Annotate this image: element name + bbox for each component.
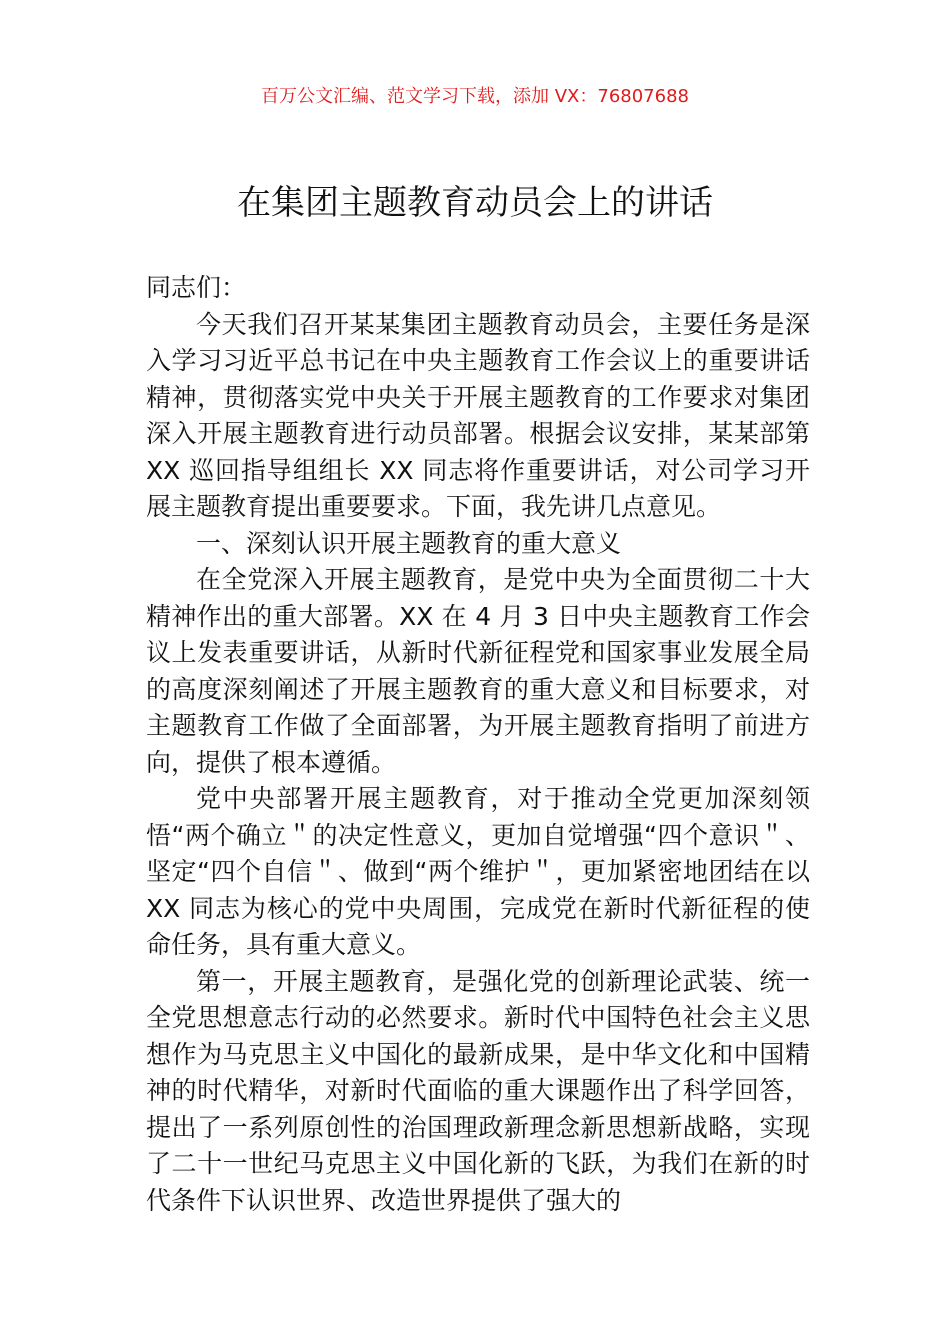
section-heading: 一、深刻认识开展主题教育的重大意义 bbox=[196, 528, 622, 558]
page-title: 在集团主题教育动员会上的讲话 bbox=[237, 183, 713, 223]
paragraph: 党中央部署开展主题教育，对于推动全党更加深刻领悟“两个确立＂的决定性意义，更加自觉增强“四个意识＂、坚定“四个自信＂、做到“两个维护＂，更加紧密地团结在以 XX 同志为核心的党中央周围，完成党在新时代新征程的使命任务，具有重大意义。 bbox=[146, 784, 810, 959]
paragraph: 第一，开展主题教育，是强化党的创新理论武装、统一全党思想意志行动的必然要求。新时代中国特色社会主义思想作为马克思主义中国化的最新成果，是中华文化和中国精神的时代精华，对新时代面临的重大课题作出了科学回答，提出了一系列原创性的治国理政新理念新思想新战略，实现了二十一世纪马克思主义中国化新的飞跃，为我们在新的时代条件下认识世界、改造世界提供了强大的 bbox=[146, 966, 810, 1215]
document-body bbox=[146, 270, 810, 1219]
paragraph: 在全党深入开展主题教育，是党中央为全面贯彻二十大精神作出的重大部署。XX 在 4 月 3 日中央主题教育工作会议上发表重要讲话，从新时代新征程党和国家事业发展全局的高度深刻阐述了开展主题教育的重大意义和目标要求，对主题教育工作做了全面部署，为开展主题教育指明了前进方向，提供了根本遵循。 bbox=[146, 565, 810, 777]
salutation: 同志们： bbox=[146, 273, 247, 302]
watermark-header: 百万公文汇编、范文学习下载，添加 VX：76807688 bbox=[261, 86, 689, 107]
paragraph-intro: 今天我们召开某某集团主题教育动员会，主要任务是深入学习习近平总书记在中央主题教育工作会议上的重要讲话精神，贯彻落实党中央关于开展主题教育的工作要求对集团深入开展主题教育进行动员部署。根据会议安排，某某部第 XX 巡回指导组组长 XX 同志将作重要讲话，对公司学习开展主题教育提出重要要求。下面，我先讲几点意见。 bbox=[146, 309, 810, 521]
